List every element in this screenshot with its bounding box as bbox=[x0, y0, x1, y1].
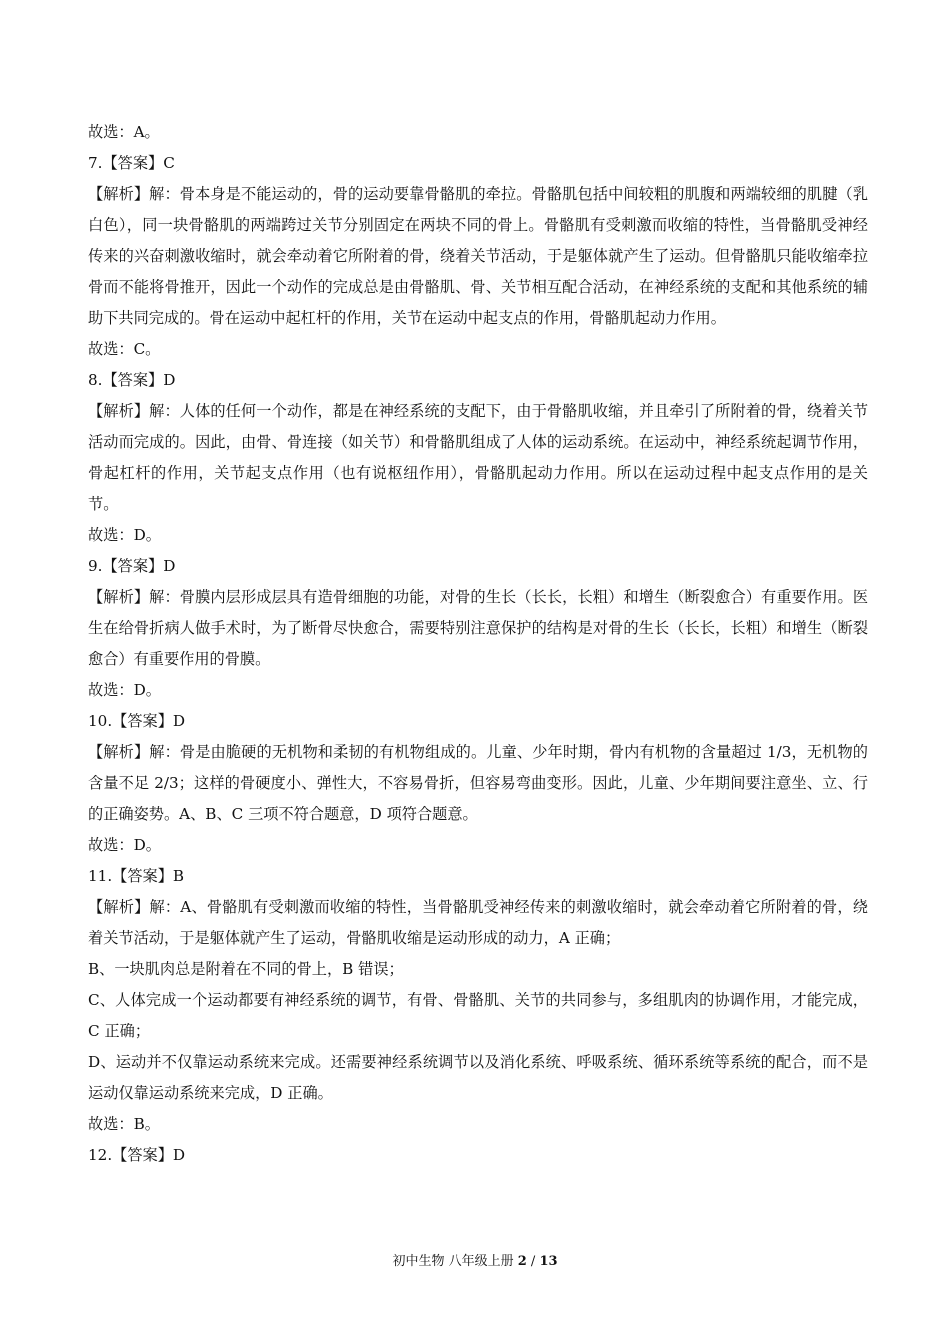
answer-heading: 12.【答案】D bbox=[88, 1146, 186, 1164]
analysis-paragraph: 【解析】解：骨本身是不能运动的，骨的运动要靠骨骼肌的牵拉。骨骼肌包括中间较粗的肌腹和两端较细的肌腱（乳白色），同一块骨骼肌的两端跨过关节分别固定在两块不同的骨上。骨骼肌有受刺激而收缩的特性，当骨骼肌受神经传来的兴奋刺激收缩时，就会牵动着它所附着的骨，绕着关节活动，于是躯体就产生了运动。但骨骼肌只能收缩牵拉骨而不能将骨推开，因此一个动作的完成总是由骨骼肌、骨、关节相互配合活动，在神经系统的支配和其他系统的辅助下共同完成的。骨在运动中起杠杆的作用，关节在运动中起支点的作用，骨骼肌起动力作用。 bbox=[88, 185, 868, 327]
current-page-number: 2 bbox=[517, 1254, 527, 1269]
page-footer bbox=[0, 1252, 950, 1272]
answer-line: 故选：A。 bbox=[88, 123, 160, 141]
analysis-paragraph: 【解析】解：A、骨骼肌有受刺激而收缩的特性，当骨骼肌受神经传来的刺激收缩时，就会牵动着它所附着的骨，绕着关节活动，于是躯体就产生了运动，骨骼肌收缩是运动形成的动力，A 正确； bbox=[88, 898, 868, 947]
answer-line: 故选：D。 bbox=[88, 836, 161, 854]
answer-heading: 7.【答案】C bbox=[88, 154, 175, 172]
answer-content bbox=[88, 117, 868, 1171]
option-paragraph: C、人体完成一个运动都要有神经系统的调节，有骨、骨骼肌、关节的共同参与，多组肌肉的协调作用，才能完成，C 正确； bbox=[88, 991, 868, 1040]
footer-label: 初中生物 八年级上册 bbox=[392, 1254, 518, 1269]
analysis-paragraph: 【解析】解：人体的任何一个动作，都是在神经系统的支配下，由于骨骼肌收缩，并且牵引了所附着的骨，绕着关节活动而完成的。因此，由骨、骨连接（如关节）和骨骼肌组成了人体的运动系统。在运动中，神经系统起调节作用，骨起杠杆的作用，关节起支点作用（也有说枢纽作用），骨骼肌起动力作用。所以在运动过程中起支点作用的是关节。 bbox=[88, 402, 868, 513]
analysis-paragraph: 【解析】解：骨是由脆硬的无机物和柔韧的有机物组成的。儿童、少年时期，骨内有机物的含量超过 1/3，无机物的含量不足 2/3；这样的骨硬度小、弹性大，不容易骨折，但容易弯曲变形。因此，儿童、少年期间要注意坐、立、行的正确姿势。A、B、C 三项不符合题意，D 项符合题意。 bbox=[88, 743, 868, 823]
option-paragraph: D、运动并不仅靠运动系统来完成。还需要神经系统调节以及消化系统、呼吸系统、循环系统等系统的配合，而不是运动仅靠运动系统来完成，D 正确。 bbox=[88, 1053, 868, 1102]
answer-heading: 9.【答案】D bbox=[88, 557, 176, 575]
total-page-count: 13 bbox=[539, 1254, 558, 1269]
page-separator: / bbox=[526, 1254, 540, 1269]
analysis-paragraph: 【解析】解：骨膜内层形成层具有造骨细胞的功能，对骨的生长（长长，长粗）和增生（断裂愈合）有重要作用。医生在给骨折病人做手术时，为了断骨尽快愈合，需要特别注意保护的结构是对骨的生长（长长，长粗）和增生（断裂愈合）有重要作用的骨膜。 bbox=[88, 588, 868, 668]
answer-heading: 8.【答案】D bbox=[88, 371, 176, 389]
answer-heading: 10.【答案】D bbox=[88, 712, 186, 730]
answer-line: 故选：C。 bbox=[88, 340, 161, 358]
answer-line: 故选：B。 bbox=[88, 1115, 160, 1133]
option-line: B、一块肌肉总是附着在不同的骨上，B 错误； bbox=[88, 960, 404, 978]
answer-heading: 11.【答案】B bbox=[88, 867, 185, 885]
answer-line: 故选：D。 bbox=[88, 681, 161, 699]
answer-line: 故选：D。 bbox=[88, 526, 161, 544]
